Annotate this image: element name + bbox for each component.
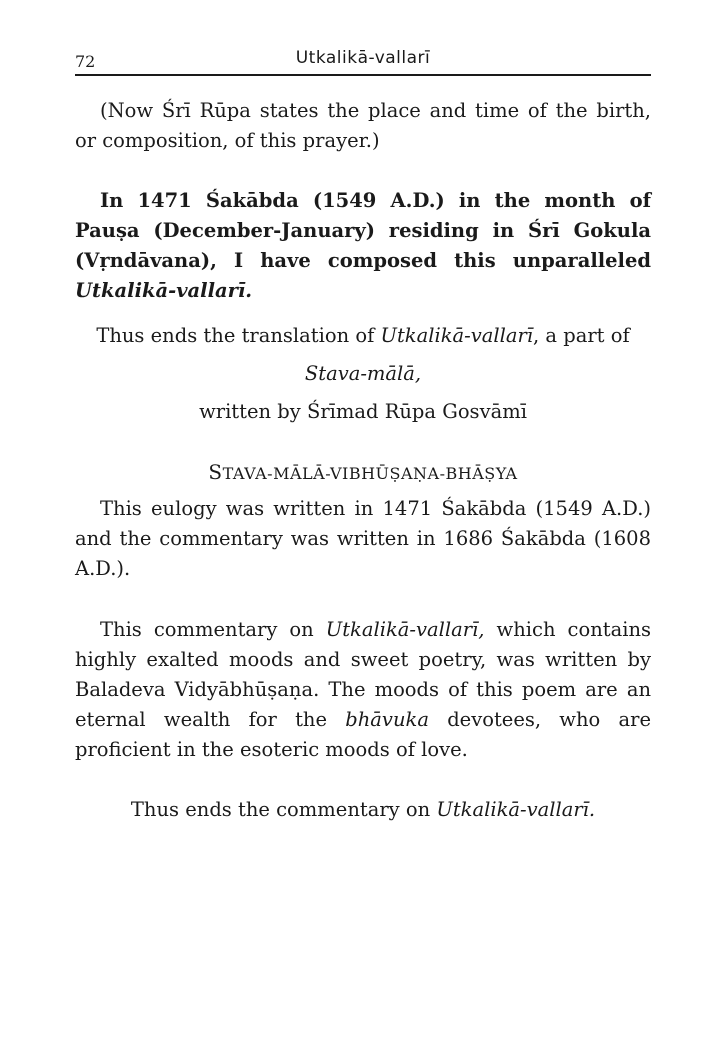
commentary-p2-part1: This commentary on (100, 618, 314, 641)
colophon-suffix: , a part of (533, 324, 630, 347)
colophon-title: Utkalikā-vallarī (380, 324, 534, 347)
colophon-line-1 (75, 321, 651, 351)
commentary-p2-part3: devotees, who are proficient in the esoteric moods of love. (75, 708, 652, 761)
commentary-heading (75, 460, 651, 484)
closing-title: Utkalikā-vallarī. (436, 798, 596, 821)
running-title: Utkalikā-vallarī (295, 48, 431, 68)
closing-prefix: Thus ends the commentary on (130, 798, 431, 821)
verse-translation (75, 186, 651, 306)
commentary-heading-initial: S (208, 460, 223, 484)
colophon-prefix: Thus ends the translation of (96, 324, 375, 347)
verse-translation-title: Utkalikā-vallarī. (75, 279, 253, 302)
closing-line (75, 795, 651, 825)
colophon-collection: Stava-mālā, (304, 362, 422, 385)
colophon-line-3: written by Śrīmad Rūpa Gosvāmī (199, 400, 527, 423)
commentary-p2-title: Utkalikā-vallarī, (325, 618, 485, 641)
page-header (75, 48, 651, 76)
commentary-paragraph-1: This eulogy was written in 1471 Śakābda (1549 A.D.) and the commentary was written in 1686 Śakābda (1608 A.D.). (75, 497, 651, 580)
commentary-heading-rest: TAVA-MĀLĀ-VIBHŪṢAṆA-BHĀṢYA (222, 464, 518, 483)
page-number: 72 (75, 52, 96, 71)
commentary-p2-part2: which contains highly exalted moods and sweet poetry, was written by Baladeva Vidyābhūṣaṇa. The moods of this poem are an eternal wealth for the (75, 618, 652, 731)
commentary-paragraph-2 (75, 615, 651, 765)
colophon-line-2 (75, 359, 651, 389)
verse-translation-text: In 1471 Śakābda (1549 A.D.) in the month of Pauṣa (December-January) residing in Śrī Gokula (Vṛndāvana), I have composed this unparalleled (75, 189, 651, 272)
intro-paragraph: (Now Śrī Rūpa states the place and time of the birth, or composition, of this prayer.) (75, 99, 651, 152)
commentary-p2-term: bhāvuka (345, 708, 429, 731)
